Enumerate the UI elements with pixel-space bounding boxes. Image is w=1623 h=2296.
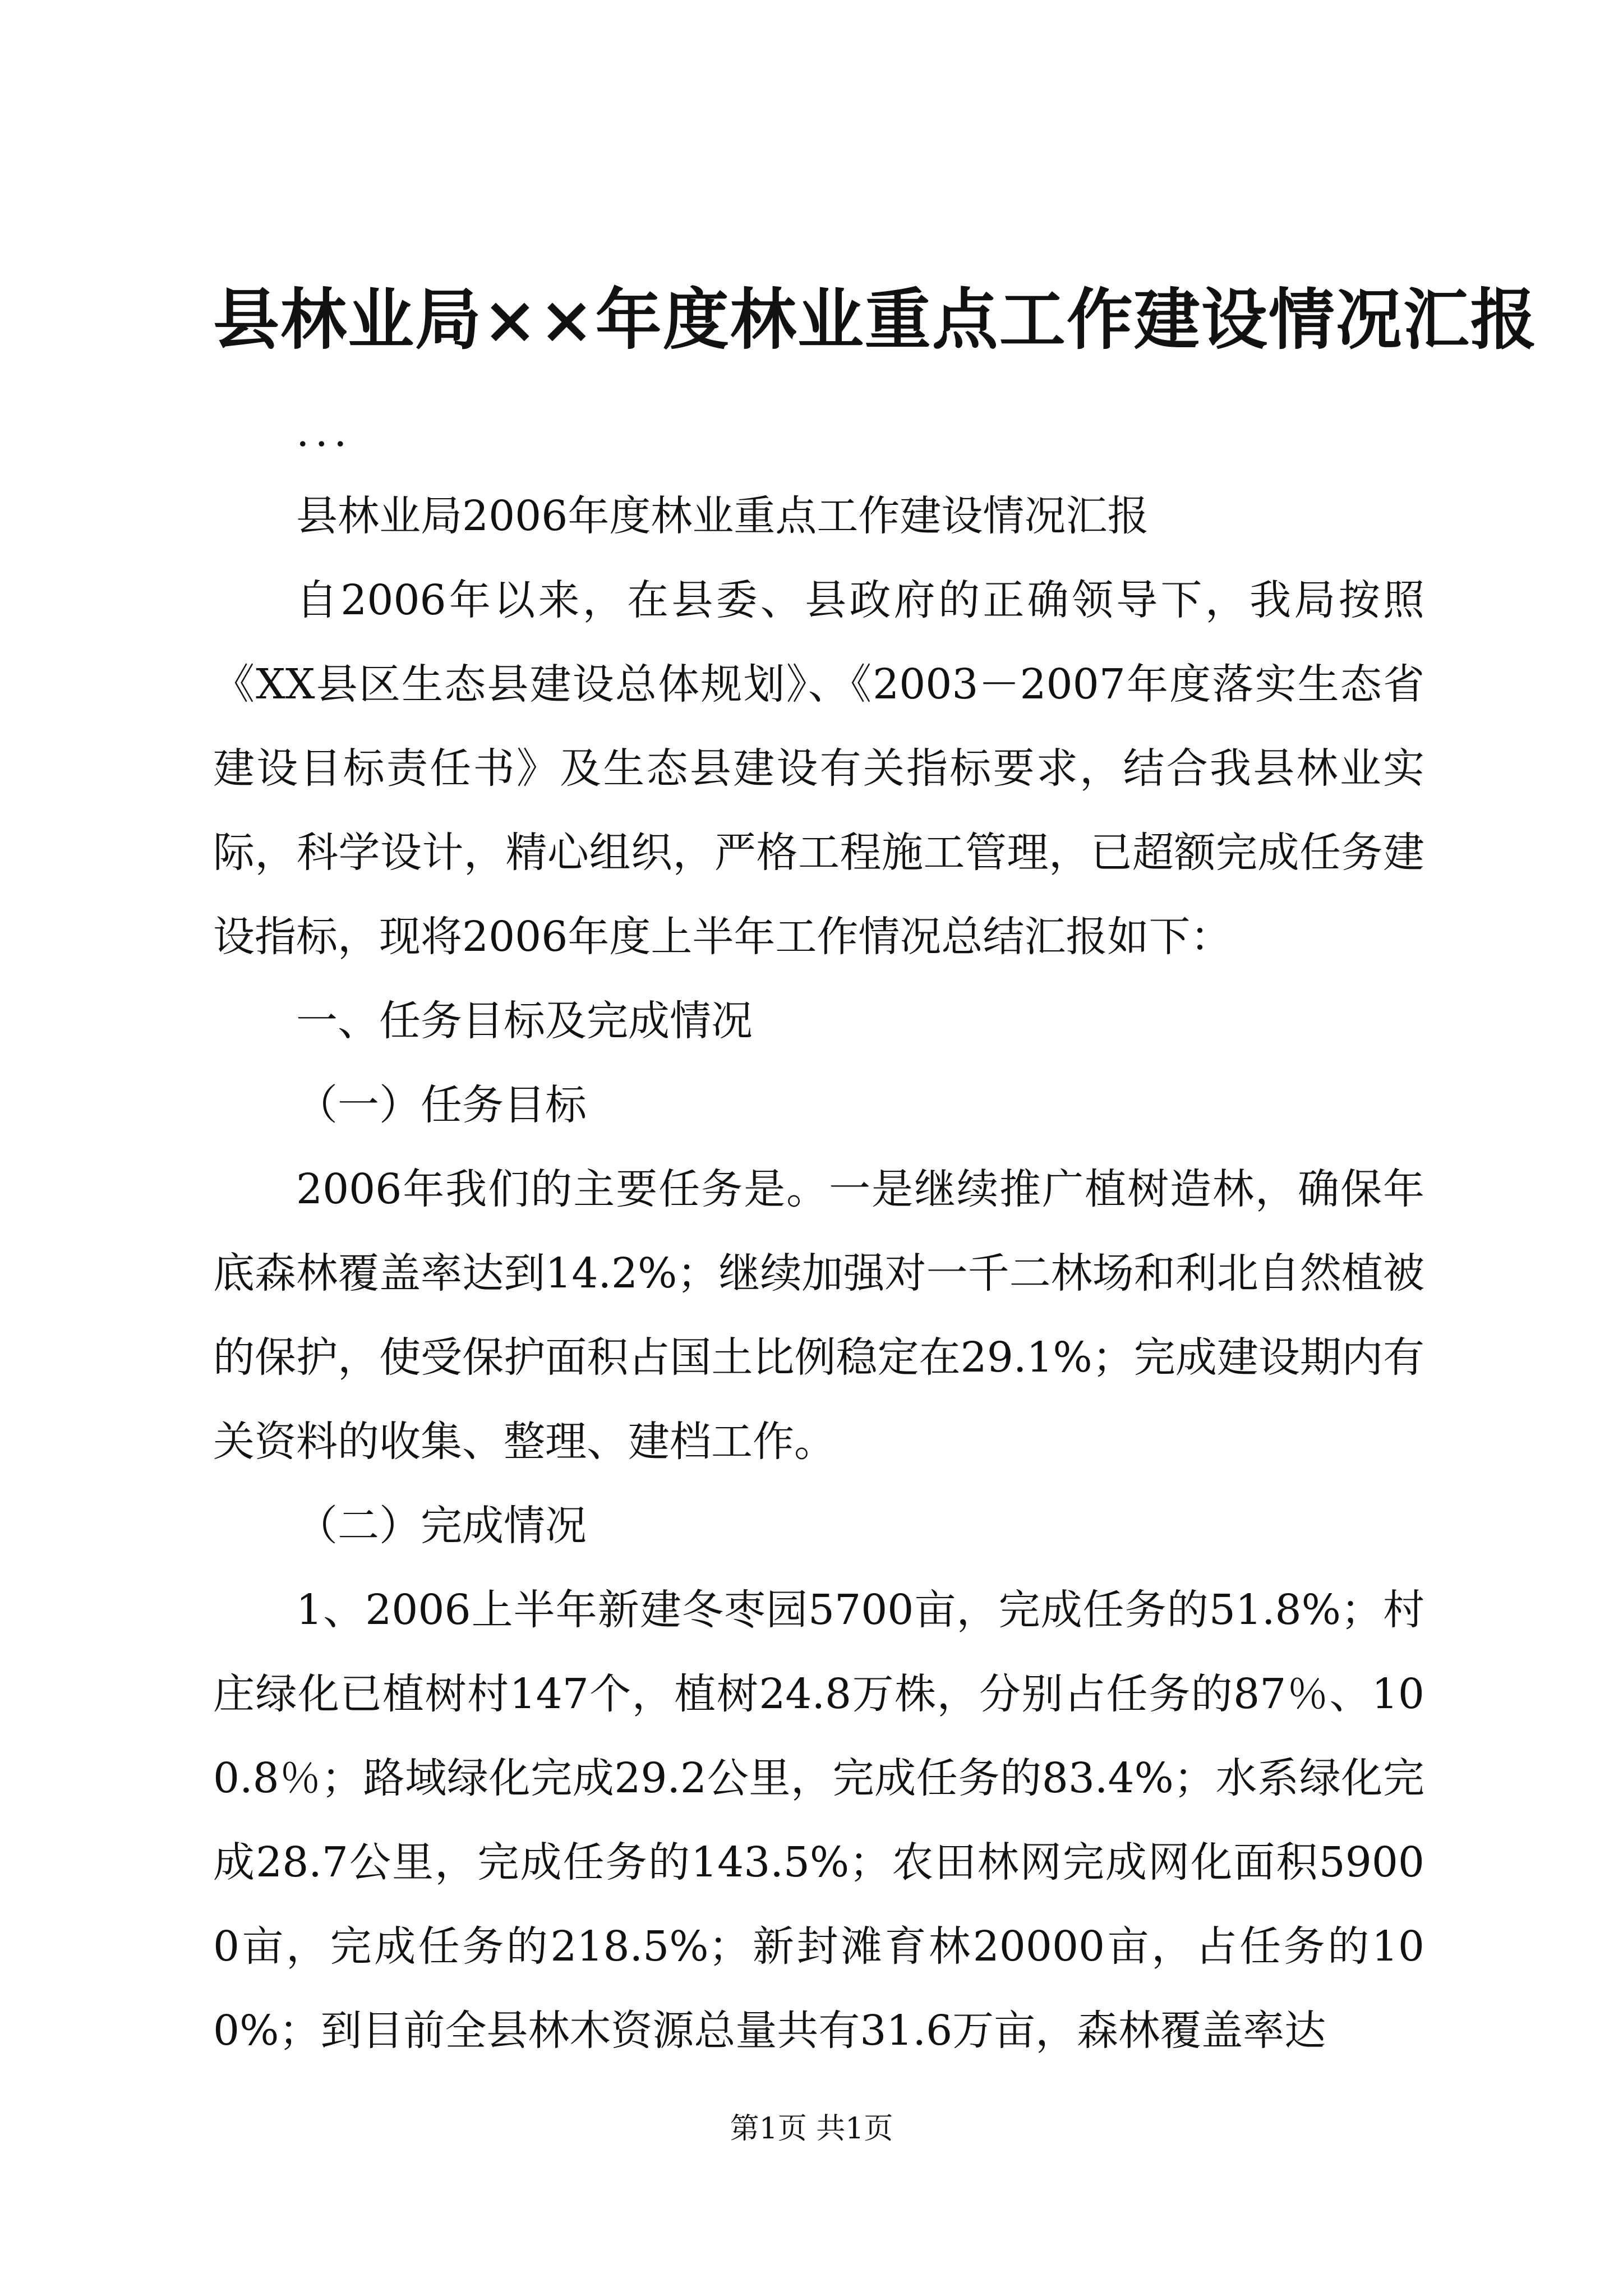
page-footer: 第1页 共1页: [730, 2112, 893, 2146]
ellipsis-line: ...: [296, 408, 353, 456]
paragraph-goals: 2006年我们的主要任务是。一是继续推广植树造林，确保年底森林覆盖率达到14.2%；继续加强对一千二林场和利北自然植被的保护，使受保护面积占国土比例稳定在29.1%；完成建设期内有关资料的收集、整理、建档工作。: [213, 1165, 1424, 1466]
document-subtitle: 县林业局2006年度林业重点工作建设情况汇报: [296, 492, 1149, 540]
subsection-heading-completion: （二）完成情况: [296, 1502, 587, 1550]
document-title: 县林业局××年度林业重点工作建设情况汇报: [213, 280, 1538, 358]
paragraph-intro: 自2006年以来，在县委、县政府的正确领导下，我局按照《XX县区生态县建设总体规划》、《2003－2007年度落实生态省建设目标责任书》及生态县建设有关指标要求，结合我县林业实际，科学设计，精心组织，严格工程施工管理，已超额完成任务建设指标，现将2006年度上半年工作情况总结汇报如下：: [213, 576, 1424, 961]
document-body: [213, 390, 1424, 2073]
subsection-heading-goals: （一）任务目标: [296, 1081, 587, 1129]
paragraph-completion: 1、2006上半年新建冬枣园5700亩，完成任务的51.8%；村庄绿化已植树村147个，植树24.8万株，分别占任务的87％、100.8％；路域绿化完成29.2公里，完成任务的83.4%；水系绿化完成28.7公里，完成任务的143.5%；农田林网完成网化面积59000亩，完成任务的218.5%；新封滩育林20000亩，占任务的100%；到目前全县林木资源总量共有31.6万亩，森林覆盖率达: [213, 1586, 1424, 2055]
section-heading-1: 一、任务目标及完成情况: [296, 997, 753, 1045]
